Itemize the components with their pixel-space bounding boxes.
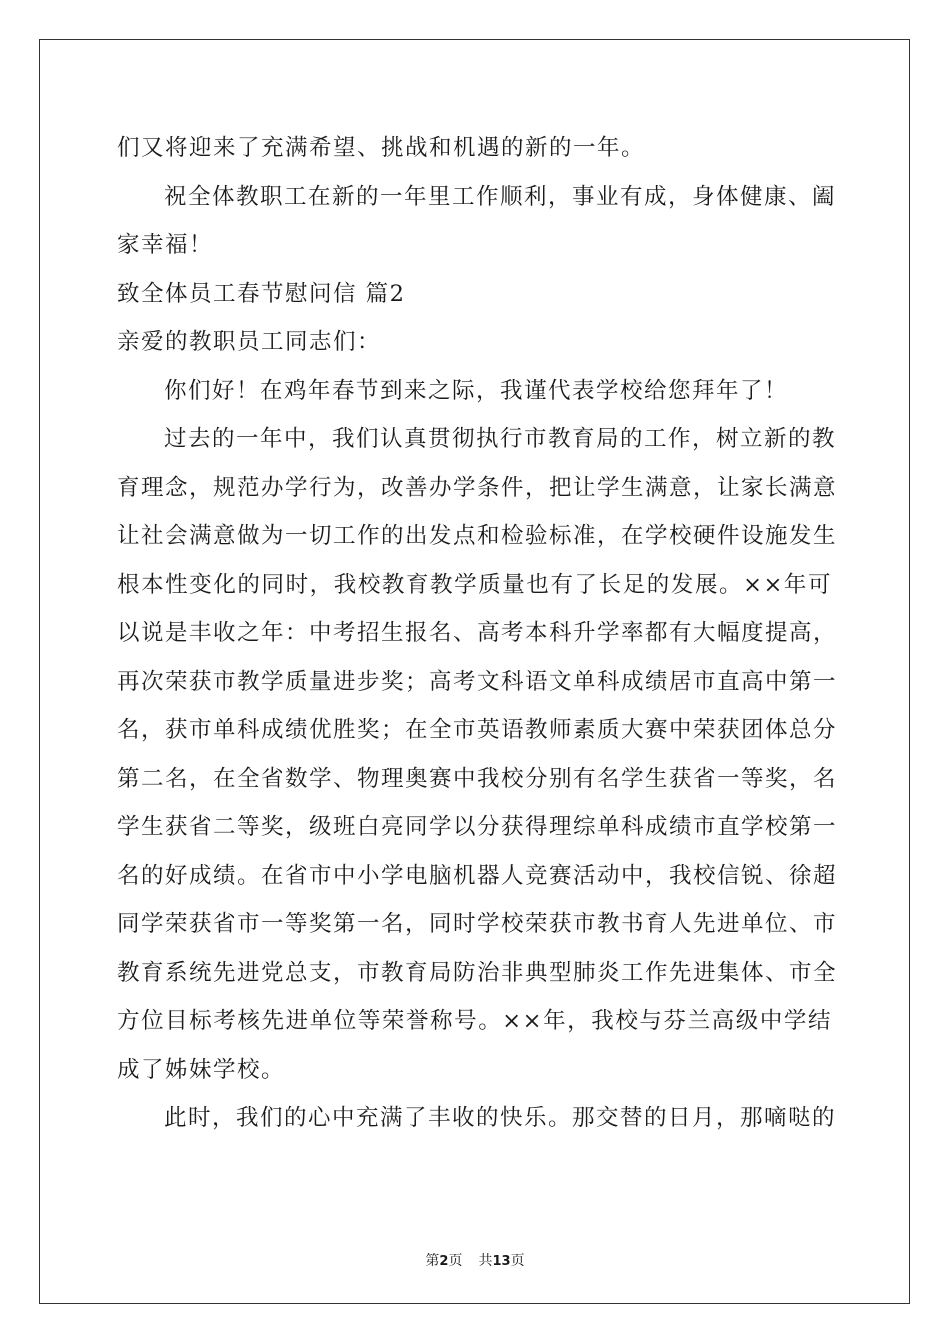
paragraph-line: 过去的一年中，我们认真贯彻执行市教育局的工作，树立新的教 <box>164 426 837 452</box>
paragraph-line: 方位目标考核先进单位等荣誉称号。××年，我校与芬兰高级中学结 <box>117 1008 832 1034</box>
page-number: 2 <box>439 1254 449 1269</box>
section-title: 致全体员工春节慰问信 篇2 <box>117 280 406 307</box>
paragraph-line: 成了姊妹学校。 <box>117 1056 286 1083</box>
paragraph-line: 名的好成绩。在省市中小学电脑机器人竞赛活动中，我校信锐、徐超 <box>117 862 838 889</box>
page-suffix: 页 <box>448 1253 463 1269</box>
paragraph-line: 第二名，在全省数学、物理奥赛中我校分别有名学生获省一等奖，名 <box>117 765 838 792</box>
paragraph-line: 同学荣获省市一等奖第一名，同时学校荣获市教书育人先进单位、市 <box>117 911 838 937</box>
paragraph-line: 学生获省二等奖，级班白亮同学以分获得理综单科成绩市直学校第一 <box>117 814 838 840</box>
paragraph-line: 以说是丰收之年：中考招生报名、高考本科升学率都有大幅度提高， <box>117 620 838 646</box>
text-line: 家幸福！ <box>117 232 214 258</box>
paragraph-line: 育理念，规范办学行为，改善办学条件，把让学生满意，让家长满意 <box>117 474 838 501</box>
paragraph-line: 教育系统先进党总支，市教育局防治非典型肺炎工作先进集体、市全 <box>117 959 838 986</box>
text-line: 们又将迎来了充满希望、挑战和机遇的新的一年。 <box>117 135 646 161</box>
total-pages: 13 <box>492 1254 511 1269</box>
paragraph-line: 根本性变化的同时，我校教育教学质量也有了长足的发展。××年可 <box>117 571 832 598</box>
paragraph-line: 此时，我们的心中充满了丰收的快乐。那交替的日月，那嘀哒的 <box>164 1105 837 1131</box>
salutation: 亲爱的教职员工同志们： <box>117 329 382 355</box>
paragraph-line: 名，获市单科成绩优胜奖；在全市英语教师素质大赛中荣获团体总分 <box>117 717 838 743</box>
document-body <box>117 124 838 1143</box>
paragraph-line: 让社会满意做为一切工作的出发点和检验标准，在学校硬件设施发生 <box>117 523 838 549</box>
paragraph-line: 祝全体教职工在新的一年里工作顺利，事业有成，身体健康、阖 <box>164 183 837 210</box>
page-footer <box>0 1250 950 1270</box>
paragraph-line: 再次荣获市教学质量进步奖；高考文科语文单科成绩居市直高中第一 <box>117 668 838 695</box>
total-suffix: 页 <box>510 1253 525 1269</box>
total-prefix: 共 <box>478 1253 493 1269</box>
greeting-line: 你们好！在鸡年春节到来之际，我谨代表学校给您拜年了！ <box>164 377 789 404</box>
page-prefix: 第 <box>425 1253 440 1269</box>
